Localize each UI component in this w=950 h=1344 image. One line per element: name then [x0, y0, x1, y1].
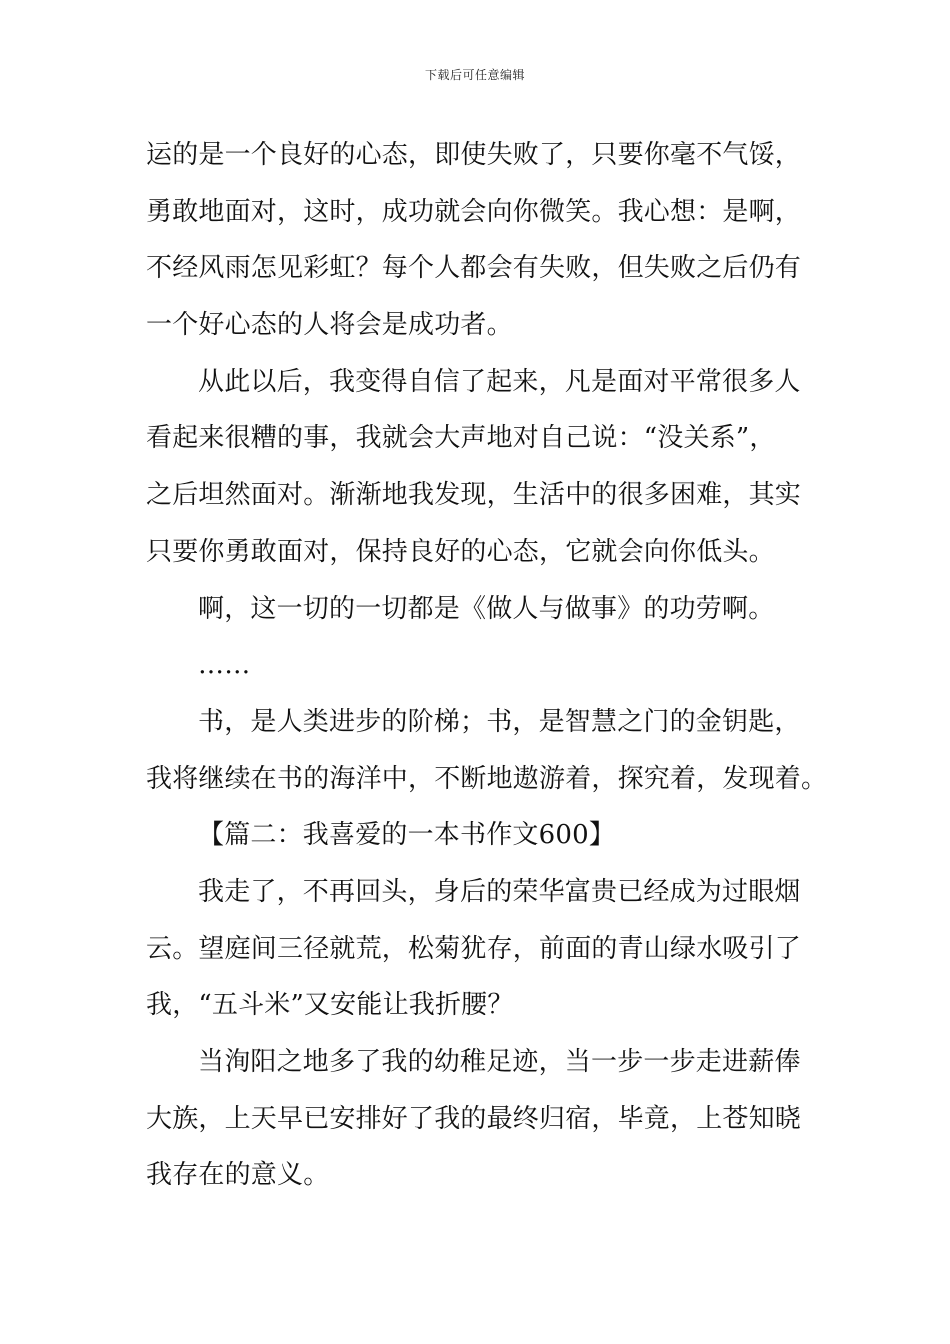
- text-line: 我将继续在书的海洋中，不断地遨游着，探究着，发现着。: [146, 763, 828, 794]
- paragraph-start-line: 书，是人类进步的阶梯；书，是智慧之门的金钥匙，: [198, 706, 801, 737]
- section-heading: 【篇二：我喜爱的一本书作文600】: [198, 820, 616, 851]
- text-line: 看起来很糟的事，我就会大声地对自己说：“没关系”，: [146, 423, 776, 454]
- text-line: 我，“五斗米”又安能让我折腰？: [146, 990, 514, 1021]
- text-line: 云。望庭间三径就荒，松菊犹存，前面的青山绿水吸引了: [146, 933, 802, 964]
- text-line: 一个好心态的人将会是成功者。: [146, 310, 513, 341]
- text-line: 勇敢地面对，这时，成功就会向你微笑。我心想：是啊，: [146, 196, 802, 227]
- document-body: [146, 127, 828, 1204]
- text-line: 之后坦然面对。渐渐地我发现，生活中的很多困难，其实: [146, 480, 802, 511]
- ellipsis-line: ……: [198, 650, 251, 681]
- page-header: 下载后可任意编辑: [424, 68, 525, 82]
- paragraph-start-line: 从此以后，我变得自信了起来，凡是面对平常很多人: [198, 366, 801, 397]
- text-line: 运的是一个良好的心态，即使失败了，只要你毫不气馁，: [146, 140, 802, 170]
- paragraph-start-line: 当洵阳之地多了我的幼稚足迹，当一步一步走进薪俸: [198, 1047, 801, 1077]
- paragraph-start-line: 啊，这一切的一切都是《做人与做事》的功劳啊。: [198, 593, 775, 624]
- paragraph-start-line: 我走了，不再回头，身后的荣华富贵已经成为过眼烟: [198, 876, 801, 907]
- text-line: 大族，上天早已安排好了我的最终归宿，毕竟，上苍知晓: [146, 1103, 802, 1134]
- text-line: 不经风雨怎见彩虹？每个人都会有失败，但失败之后仍有: [146, 253, 802, 284]
- text-line: 只要你勇敢面对，保持良好的心态，它就会向你低头。: [146, 536, 775, 567]
- text-line: 我存在的意义。: [146, 1160, 330, 1191]
